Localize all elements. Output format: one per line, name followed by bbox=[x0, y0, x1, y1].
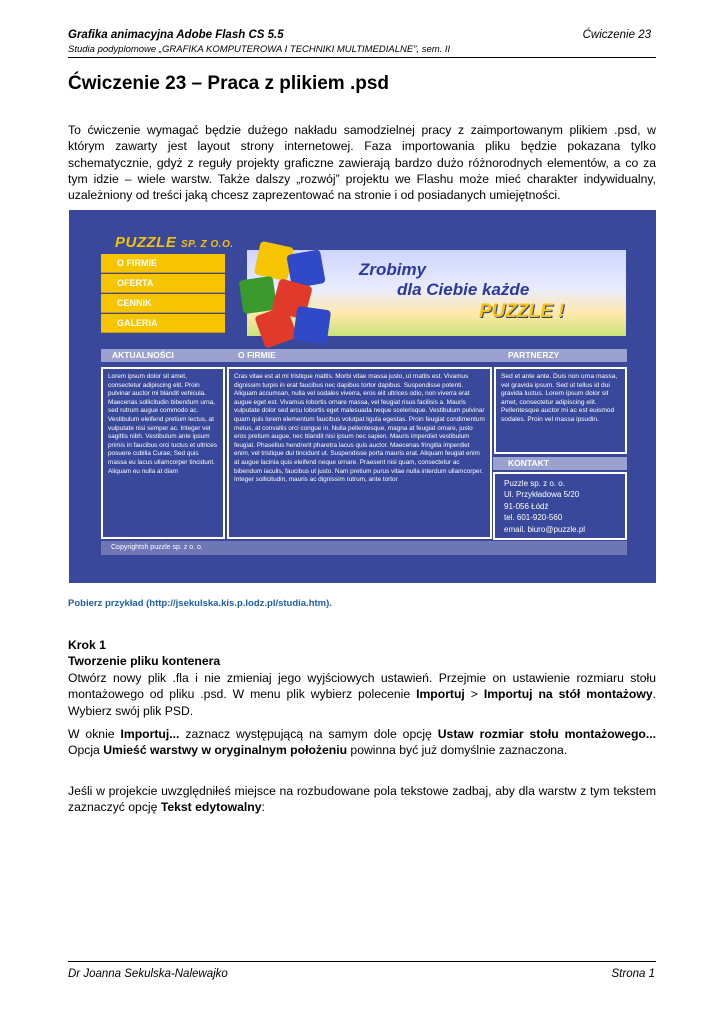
menu-item-o-firmie: O FIRMIE bbox=[101, 254, 225, 273]
exercise-label: Ćwiczenie 23 bbox=[582, 29, 651, 41]
step-paragraph-3: Jeśli w projekcie uwzględniłeś miejsce na rozbudowane pola tekstowe zadbaj, aby dla warstw z tym tekstem zaznaczyć opcję Tekst edytowalny: bbox=[68, 784, 656, 815]
step-paragraph-2: W oknie Importuj... zaznacz występującą na samym dole opcję Ustaw rozmiar stołu montażowego... Opcja Umieść warstwy w oryginalnym położeniu powinna być już domyślnie zaznaczona. bbox=[68, 727, 656, 758]
footer-author: Dr Joanna Sekulska-Nalewajko bbox=[68, 968, 228, 980]
about-box: Cras vitae est at mi tristique mattis. Morbi vitae massa justo, ut mattis est. Vivamus dignissim turpis in erat faucibus nec dapibus tortor dapibus. Suspendisse potenti. Aliquam accumsan, nulla vel sodales viverra, eros elit ultrices odio, non viverra erat augue eget est. Vivamus lobortis ornare massa, vel feugiat risus facilisis a. Mauris vulputate dolor sed arcu lobortis eget malesuada neque scelerisque. Vestibulum pulvinar quam quis lorem elementum faucibus volutpat ligula egestas. Proin feugiat condimentum metus, at convallis orci congue in. Nulla pellentesque, magna at feugiat ornare, justo eros pretium augue, nec blandit nisi ipsum nec sapien. Mauris imperdiet vestibulum feugiat. Phasellus hendrerit pharetra lacus quis auctor. Maecenas fringilla imperdiet enim, vel tristique dui tincidunt ut. Suspendisse porta mauris erat. Aliquam feugiat enim at augue lacinia quis eleifend neque ornare. Praesent nisl quam, consectetur ac bibendum iaculis, faucibus ut justo. Nam pretium purus vitae nulla interdum ullamcorper. Integer sollicitudin, mauris ac dignissim rutrum, ante tortor bbox=[227, 367, 492, 539]
puzzle-logo bbox=[115, 234, 234, 251]
menu-item-cennik: CENNIK bbox=[101, 294, 225, 313]
menu-item-oferta: OFERTA bbox=[101, 274, 225, 293]
banner-line-2: dla Ciebie każde bbox=[397, 280, 530, 299]
menu-item-galeria: GALERIA bbox=[101, 314, 225, 333]
header-divider bbox=[68, 57, 656, 58]
logo-suffix: SP. Z O.O. bbox=[181, 239, 234, 250]
download-example-link[interactable]: Pobierz przykład (http://jsekulska.kis.p.lodz.pl/studia.htm). bbox=[68, 598, 332, 609]
contact-line: Puzzle sp. z o. o. bbox=[504, 479, 565, 488]
logo-text: PUZZLE bbox=[115, 234, 177, 251]
news-box: Lorem ipsum dolor sit amet, consectetur adipiscing elit. Proin pulvinar auctor mi blandit vehicula. Maecenas sollicitudin bibendum urna, sed rutrum augue commodo ac. Vestibulum eleifend pretium lectus, at vulputate nisi semper ac. Integer vel sagittis nibh. Vestibulum ante ipsum primis in faucibus orci luctus et ultrices posuere cubilia Curae; Sed quis massa eu lacus ullamcorper tincidunt. Aliquam eu nulla at diam bbox=[101, 367, 225, 539]
contact-line: email. biuro@puzzle.pl bbox=[504, 524, 586, 534]
contact-box bbox=[493, 472, 627, 540]
heading-o-firmie: O FIRMIE bbox=[238, 350, 276, 360]
heading-kontakt: KONTAKT bbox=[493, 457, 627, 470]
footer-divider bbox=[68, 961, 656, 962]
contact-line: 91-056 Łódź bbox=[504, 501, 549, 511]
puzzle-pieces-image bbox=[237, 238, 347, 348]
step-paragraph-1: Otwórz nowy plik .fla i nie zmieniaj jego wyjściowych ustawień. Przejmie on ustawienie rozmiaru stołu montażowego od pliku .psd. W menu plik wybierz polecenie Importuj > Importuj na stół montażowy. Wybierz swój plik PSD. bbox=[68, 670, 656, 718]
footer-page-number: Strona 1 bbox=[611, 968, 655, 980]
website-screenshot bbox=[69, 210, 656, 583]
contact-line: tel. 601-920-560 bbox=[504, 513, 563, 523]
studies-subtitle: Studia podyplomowe „GRAFIKA KOMPUTEROWA I TECHNIKI MULTIMEDIALNE”, sem. II bbox=[68, 44, 451, 55]
course-title: Grafika animacyjna Adobe Flash CS 5.5 bbox=[68, 29, 284, 41]
intro-paragraph: To ćwiczenie wymagać będzie dużego nakładu samodzielnej pracy z zaimportowanym plikiem .psd, w którym zawarty jest layout strony internetowej. Faza importowania pliku będzie pokazana tylko schematycznie, gdyż z reguły projekty graficzne zawierają bardzo dużo różnorodnych elementów, a co za tym idzie – wiele warstw. Także dalszy „rozwój” projektu we Flashu może mieć charakter indywidualny, uzależniony od treści jaką chcesz zaprezentować na stronie i od posiadanych umiejętności. bbox=[68, 123, 656, 203]
banner-line-3: PUZZLE ! bbox=[479, 301, 565, 322]
copyright-bar: Copyrightsh puzzle sp. z o. o. bbox=[101, 541, 627, 555]
banner-line-1: Zrobimy bbox=[359, 260, 427, 279]
page-title: Ćwiczenie 23 – Praca z plikiem .psd bbox=[68, 73, 390, 94]
contact-line: Ul. Przykładowa 5/20 bbox=[504, 490, 580, 500]
heading-partnerzy: PARTNERZY bbox=[508, 350, 560, 360]
partners-box: Sed et ante ante. Duis non urna massa, vel gravida ipsum. Sed ut tellus id dui gravida luctus. Lorem ipsum dolor sit amet, consectetur adipiscing elit. Pellentesque auctor mi ac est euismod sodales. Proin vel massa ipsudin. bbox=[494, 367, 627, 454]
step-section bbox=[68, 637, 656, 719]
step-subheading: Tworzenie pliku kontenera bbox=[68, 654, 221, 669]
step-heading: Krok 1 bbox=[68, 638, 106, 652]
heading-aktualnosci: AKTUALNOŚCI bbox=[112, 350, 174, 360]
